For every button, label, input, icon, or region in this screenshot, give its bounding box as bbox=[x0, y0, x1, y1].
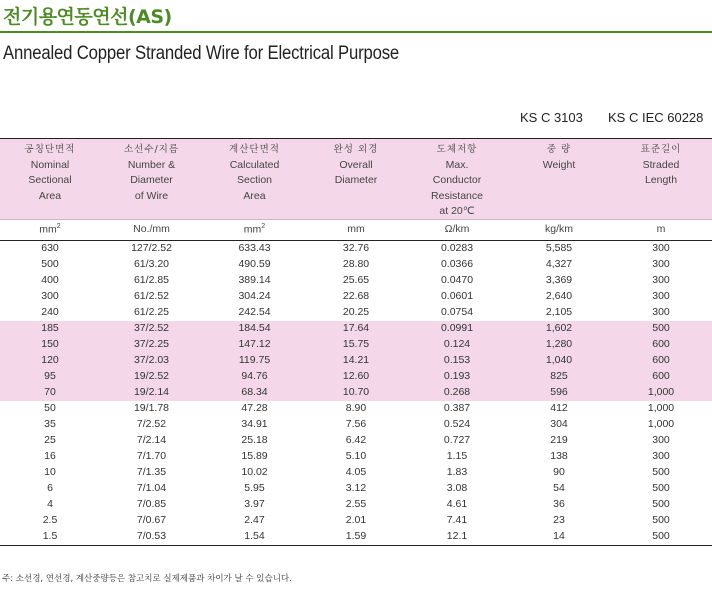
table-cell: 7/1.70 bbox=[136, 450, 167, 462]
table-cell: 150 bbox=[41, 338, 59, 350]
table-cell: 94.76 bbox=[241, 370, 268, 382]
table-row bbox=[0, 257, 712, 273]
table-cell: 4.05 bbox=[345, 466, 367, 478]
table-cell: 500 bbox=[652, 530, 670, 542]
table-cell: 300 bbox=[652, 258, 670, 270]
unit-col-1 bbox=[0, 223, 100, 236]
table-cell: 0.727 bbox=[443, 434, 471, 446]
table-cell: 119.75 bbox=[238, 354, 271, 366]
table-cell: 0.0754 bbox=[440, 306, 474, 318]
header-english-label: Area bbox=[38, 189, 62, 202]
table-cell: 500 bbox=[652, 466, 670, 478]
table-cell: 7/0.53 bbox=[136, 530, 167, 542]
table-cell: 490.59 bbox=[238, 258, 271, 270]
spec-table bbox=[0, 138, 712, 546]
header-english-label: Straded bbox=[642, 158, 680, 171]
table-cell: 138 bbox=[550, 450, 568, 462]
unit-col-7 bbox=[610, 223, 712, 235]
table-cell: 61/2.52 bbox=[133, 290, 170, 302]
table-cell: 600 bbox=[652, 354, 670, 366]
table-cell: 0.124 bbox=[443, 338, 471, 350]
table-cell: 120 bbox=[41, 354, 59, 366]
table-row bbox=[0, 289, 712, 305]
table-row bbox=[0, 369, 712, 385]
header-korean-label: 계산단면적 bbox=[229, 144, 280, 155]
table-cell: 19/2.14 bbox=[133, 386, 170, 398]
table-cell: 412 bbox=[550, 402, 568, 414]
table-cell: 300 bbox=[652, 434, 670, 446]
standard-ks-c-iec-60228: KS C IEC 60228 bbox=[608, 110, 704, 125]
table-body bbox=[0, 241, 712, 545]
table-cell: 300 bbox=[652, 450, 670, 462]
table-cell: 2.5 bbox=[42, 514, 58, 526]
table-row bbox=[0, 337, 712, 353]
header-col-1 bbox=[0, 142, 100, 204]
header-col-3 bbox=[203, 142, 306, 204]
unit-col-6 bbox=[508, 223, 610, 235]
table-cell: 1,000 bbox=[647, 418, 675, 430]
table-cell: 184.54 bbox=[238, 322, 271, 334]
header-english-label: Area bbox=[243, 189, 266, 202]
table-cell: 4 bbox=[47, 498, 53, 510]
header-english-label: Calculated bbox=[229, 158, 280, 171]
unit-label: mm bbox=[39, 223, 57, 236]
table-row bbox=[0, 385, 712, 401]
table-cell: 28.80 bbox=[342, 258, 370, 270]
table-cell: 1,040 bbox=[545, 354, 573, 366]
header-col-7 bbox=[610, 142, 712, 189]
table-header bbox=[0, 138, 712, 219]
unit-superscript: 2 bbox=[261, 223, 266, 230]
table-cell: 19/1.78 bbox=[133, 402, 170, 414]
table-cell: 300 bbox=[652, 306, 670, 318]
table-cell: 7/2.52 bbox=[136, 418, 167, 430]
table-row bbox=[0, 353, 712, 369]
header-korean-label: 중 량 bbox=[546, 144, 572, 155]
table-cell: 12.1 bbox=[446, 530, 468, 542]
table-cell: 61/3.20 bbox=[133, 258, 170, 270]
table-cell: 15.89 bbox=[241, 450, 268, 462]
table-cell: 500 bbox=[652, 514, 670, 526]
header-col-4 bbox=[306, 142, 406, 189]
page-title-korean: 전기용연동연선(AS) bbox=[3, 6, 172, 28]
table-cell: 61/2.25 bbox=[133, 306, 170, 318]
header-korean-label: 공칭단면적 bbox=[24, 144, 76, 155]
table-cell: 0.0470 bbox=[440, 274, 474, 286]
table-cell: 0.153 bbox=[443, 354, 471, 366]
table-cell: 19/2.52 bbox=[133, 370, 170, 382]
table-cell: 1.54 bbox=[244, 530, 265, 542]
table-cell: 7.41 bbox=[446, 514, 468, 526]
table-row bbox=[0, 481, 712, 497]
table-cell: 70 bbox=[44, 386, 56, 398]
header-col-6 bbox=[508, 142, 610, 173]
table-cell: 7.56 bbox=[345, 418, 367, 430]
header-english-label: Overall bbox=[339, 158, 373, 171]
footnote: 주: 소선경, 연선경, 계산중량등은 참고치로 실제제품과 차이가 날 수 있습니다. bbox=[2, 574, 292, 584]
header-english-label: Nominal bbox=[30, 158, 70, 171]
table-cell: 300 bbox=[652, 274, 670, 286]
table-cell: 8.90 bbox=[345, 402, 367, 414]
table-cell: 0.524 bbox=[443, 418, 471, 430]
table-cell: 240 bbox=[41, 306, 59, 318]
table-cell: 3,369 bbox=[545, 274, 573, 286]
table-cell: 0.0991 bbox=[440, 322, 474, 334]
unit-label: Ω/km bbox=[444, 223, 470, 235]
table-cell: 7/2.14 bbox=[136, 434, 167, 446]
unit-label: No./mm bbox=[133, 223, 170, 235]
unit-label: m bbox=[656, 223, 666, 235]
table-cell: 500 bbox=[652, 498, 670, 510]
table-cell: 5.10 bbox=[345, 450, 367, 462]
table-cell: 37/2.25 bbox=[133, 338, 170, 350]
header-english-label: at 20℃ bbox=[439, 205, 475, 217]
table-cell: 22.68 bbox=[342, 290, 370, 302]
table-cell: 242.54 bbox=[238, 306, 271, 318]
table-cell: 3.97 bbox=[244, 498, 265, 510]
header-col-5 bbox=[406, 142, 508, 220]
table-cell: 304 bbox=[550, 418, 568, 430]
table-cell: 300 bbox=[652, 242, 670, 254]
table-cell: 500 bbox=[652, 322, 670, 334]
table-cell: 10.02 bbox=[241, 466, 268, 478]
table-cell: 0.268 bbox=[443, 386, 471, 398]
table-cell: 2,105 bbox=[545, 306, 573, 318]
table-cell: 47.28 bbox=[241, 402, 268, 414]
table-cell: 389.14 bbox=[238, 274, 271, 286]
table-cell: 10 bbox=[44, 466, 56, 478]
table-bottom-rule bbox=[0, 545, 712, 546]
table-row bbox=[0, 241, 712, 257]
unit-label: kg/km bbox=[544, 223, 573, 235]
table-cell: 1.15 bbox=[446, 450, 468, 462]
table-cell: 1.83 bbox=[446, 466, 468, 478]
table-cell: 0.387 bbox=[443, 402, 471, 414]
table-row bbox=[0, 401, 712, 417]
table-cell: 2,640 bbox=[545, 290, 573, 302]
table-cell: 500 bbox=[652, 482, 670, 494]
table-cell: 825 bbox=[550, 370, 568, 382]
header-english-label: Number & bbox=[127, 158, 176, 171]
header-english-label: Diameter bbox=[130, 174, 173, 186]
header-english-label: Weight bbox=[542, 158, 576, 171]
unit-col-3 bbox=[203, 223, 306, 236]
unit-col-2 bbox=[100, 223, 203, 235]
table-cell: 304.24 bbox=[238, 290, 271, 302]
header-english-label: of Wire bbox=[134, 189, 169, 202]
table-cell: 219 bbox=[550, 434, 568, 446]
table-row bbox=[0, 513, 712, 529]
table-cell: 7/0.85 bbox=[136, 498, 167, 510]
table-cell: 37/2.52 bbox=[133, 322, 170, 334]
table-cell: 10.70 bbox=[342, 386, 370, 398]
table-cell: 600 bbox=[652, 338, 670, 350]
table-cell: 630 bbox=[41, 242, 59, 254]
table-cell: 6 bbox=[47, 482, 53, 494]
header-english-label: Diameter bbox=[334, 174, 378, 186]
table-cell: 25 bbox=[44, 434, 56, 446]
title-divider bbox=[0, 31, 712, 33]
table-cell: 34.91 bbox=[241, 418, 268, 430]
table-cell: 300 bbox=[41, 290, 59, 302]
table-row bbox=[0, 305, 712, 321]
table-cell: 2.47 bbox=[244, 514, 265, 526]
table-row bbox=[0, 321, 712, 337]
table-cell: 12.60 bbox=[342, 370, 370, 382]
table-cell: 54 bbox=[553, 482, 565, 494]
header-korean-label: 소선수/지름 bbox=[123, 144, 180, 155]
table-cell: 90 bbox=[553, 466, 565, 478]
table-cell: 4,327 bbox=[545, 258, 573, 270]
table-cell: 300 bbox=[652, 290, 670, 302]
table-cell: 0.0601 bbox=[440, 290, 474, 302]
table-cell: 61/2.85 bbox=[133, 274, 170, 286]
table-cell: 1.59 bbox=[345, 530, 367, 542]
table-row bbox=[0, 497, 712, 513]
table-cell: 32.76 bbox=[342, 242, 370, 254]
table-cell: 16 bbox=[44, 450, 56, 462]
table-cell: 35 bbox=[44, 418, 56, 430]
table-row bbox=[0, 273, 712, 289]
table-cell: 7/1.04 bbox=[136, 482, 167, 494]
table-row bbox=[0, 465, 712, 481]
table-cell: 3.12 bbox=[345, 482, 367, 494]
table-cell: 68.34 bbox=[241, 386, 268, 398]
table-cell: 0.193 bbox=[443, 370, 471, 382]
table-cell: 23 bbox=[553, 514, 565, 526]
header-korean-label: 완성 외경 bbox=[333, 144, 379, 155]
table-units-row bbox=[0, 219, 712, 241]
unit-superscript: 2 bbox=[56, 223, 61, 230]
table-cell: 1,000 bbox=[647, 402, 675, 414]
page-title-english: Annealed Copper Stranded Wire for Electrical Purpose bbox=[3, 43, 400, 64]
unit-col-4 bbox=[306, 223, 406, 235]
header-english-label: Max. bbox=[445, 158, 469, 171]
unit-col-5 bbox=[406, 223, 508, 235]
table-cell: 37/2.03 bbox=[133, 354, 170, 366]
table-cell: 127/2.52 bbox=[131, 242, 172, 254]
table-cell: 7/0.67 bbox=[136, 514, 167, 526]
table-cell: 36 bbox=[553, 498, 565, 510]
table-cell: 2.55 bbox=[345, 498, 367, 510]
table-cell: 50 bbox=[44, 402, 56, 414]
table-cell: 25.18 bbox=[241, 434, 268, 446]
table-cell: 400 bbox=[41, 274, 59, 286]
table-cell: 14 bbox=[553, 530, 565, 542]
table-cell: 0.0283 bbox=[440, 242, 474, 254]
table-cell: 7/1.35 bbox=[136, 466, 167, 478]
table-cell: 17.64 bbox=[342, 322, 370, 334]
table-cell: 3.08 bbox=[446, 482, 468, 494]
table-cell: 20.25 bbox=[342, 306, 370, 318]
table-cell: 0.0366 bbox=[440, 258, 474, 270]
standard-ks-c-3103: KS C 3103 bbox=[520, 110, 583, 125]
unit-label: mm bbox=[347, 223, 365, 235]
table-row bbox=[0, 449, 712, 465]
header-korean-label: 도체저항 bbox=[436, 144, 478, 155]
table-cell: 185 bbox=[41, 322, 59, 334]
table-row bbox=[0, 433, 712, 449]
table-cell: 5,585 bbox=[545, 242, 573, 254]
header-english-label: Conductor bbox=[432, 174, 482, 186]
table-cell: 633.43 bbox=[238, 242, 271, 254]
table-cell: 147.12 bbox=[238, 338, 271, 350]
table-cell: 95 bbox=[44, 370, 56, 382]
header-english-label: Sectional bbox=[28, 174, 72, 186]
header-english-label: Resistance bbox=[431, 189, 483, 202]
table-cell: 1.5 bbox=[42, 530, 58, 542]
table-cell: 25.65 bbox=[342, 274, 370, 286]
table-row bbox=[0, 529, 712, 545]
table-cell: 15.75 bbox=[342, 338, 370, 350]
header-korean-label: 표준길이 bbox=[640, 144, 682, 155]
header-english-label: Length bbox=[644, 174, 678, 186]
table-cell: 2.01 bbox=[345, 514, 367, 526]
unit-label: mm bbox=[243, 223, 262, 236]
table-cell: 14.21 bbox=[342, 354, 370, 366]
table-cell: 1,000 bbox=[647, 386, 675, 398]
header-english-label: Section bbox=[236, 174, 273, 186]
header-col-2 bbox=[100, 142, 203, 204]
table-cell: 6.42 bbox=[345, 434, 367, 446]
table-cell: 596 bbox=[550, 386, 568, 398]
table-cell: 500 bbox=[41, 258, 59, 270]
table-cell: 4.61 bbox=[446, 498, 468, 510]
table-cell: 1,602 bbox=[545, 322, 573, 334]
table-row bbox=[0, 417, 712, 433]
table-cell: 5.95 bbox=[244, 482, 265, 494]
table-cell: 600 bbox=[652, 370, 670, 382]
table-cell: 1,280 bbox=[545, 338, 573, 350]
